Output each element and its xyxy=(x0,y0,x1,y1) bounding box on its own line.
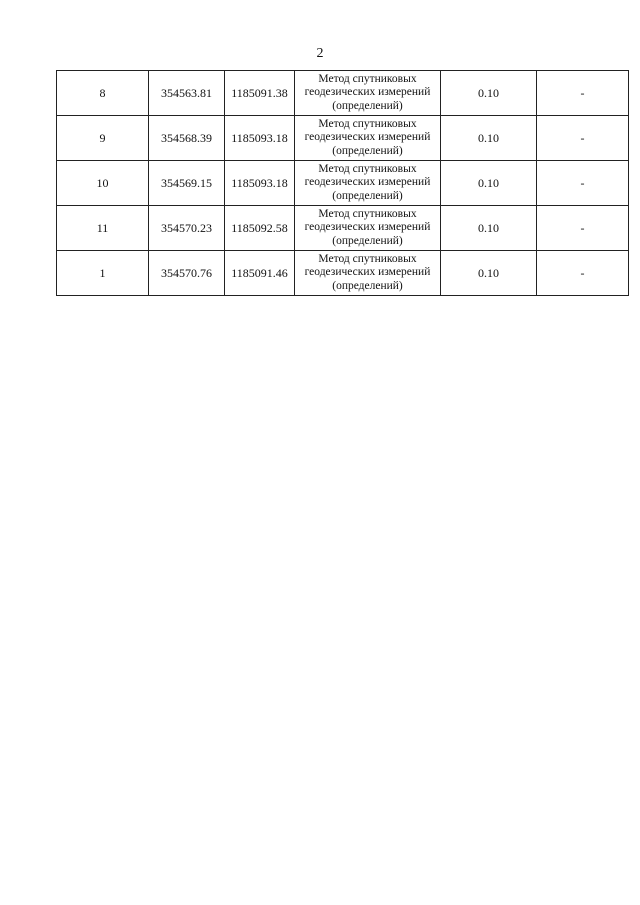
y-coordinate-cell: 1185093.18 xyxy=(225,116,295,161)
note-cell: - xyxy=(537,251,629,296)
x-coordinate-cell: 354570.23 xyxy=(149,206,225,251)
note-cell: - xyxy=(537,206,629,251)
note-cell: - xyxy=(537,161,629,206)
accuracy-cell: 0.10 xyxy=(441,206,537,251)
table-row xyxy=(57,206,629,251)
page-number: 2 xyxy=(316,46,324,61)
coordinates-table xyxy=(56,70,629,296)
note-cell: - xyxy=(537,71,629,116)
method-cell: Метод спутниковых геодезических измерений (определений) xyxy=(295,251,441,296)
table-row xyxy=(57,71,629,116)
table-row xyxy=(57,251,629,296)
y-coordinate-cell: 1185093.18 xyxy=(225,161,295,206)
point-number-cell: 11 xyxy=(57,206,149,251)
accuracy-cell: 0.10 xyxy=(441,251,537,296)
accuracy-cell: 0.10 xyxy=(441,71,537,116)
y-coordinate-cell: 1185091.46 xyxy=(225,251,295,296)
method-cell: Метод спутниковых геодезических измерений (определений) xyxy=(295,116,441,161)
x-coordinate-cell: 354563.81 xyxy=(149,71,225,116)
point-number-cell: 9 xyxy=(57,116,149,161)
point-number-cell: 10 xyxy=(57,161,149,206)
note-cell: - xyxy=(537,116,629,161)
x-coordinate-cell: 354570.76 xyxy=(149,251,225,296)
accuracy-cell: 0.10 xyxy=(441,116,537,161)
point-number-cell: 1 xyxy=(57,251,149,296)
x-coordinate-cell: 354569.15 xyxy=(149,161,225,206)
accuracy-cell: 0.10 xyxy=(441,161,537,206)
method-cell: Метод спутниковых геодезических измерений (определений) xyxy=(295,71,441,116)
method-cell: Метод спутниковых геодезических измерений (определений) xyxy=(295,206,441,251)
method-cell: Метод спутниковых геодезических измерений (определений) xyxy=(295,161,441,206)
y-coordinate-cell: 1185091.38 xyxy=(225,71,295,116)
table-row xyxy=(57,161,629,206)
table-row xyxy=(57,116,629,161)
point-number-cell: 8 xyxy=(57,71,149,116)
x-coordinate-cell: 354568.39 xyxy=(149,116,225,161)
y-coordinate-cell: 1185092.58 xyxy=(225,206,295,251)
